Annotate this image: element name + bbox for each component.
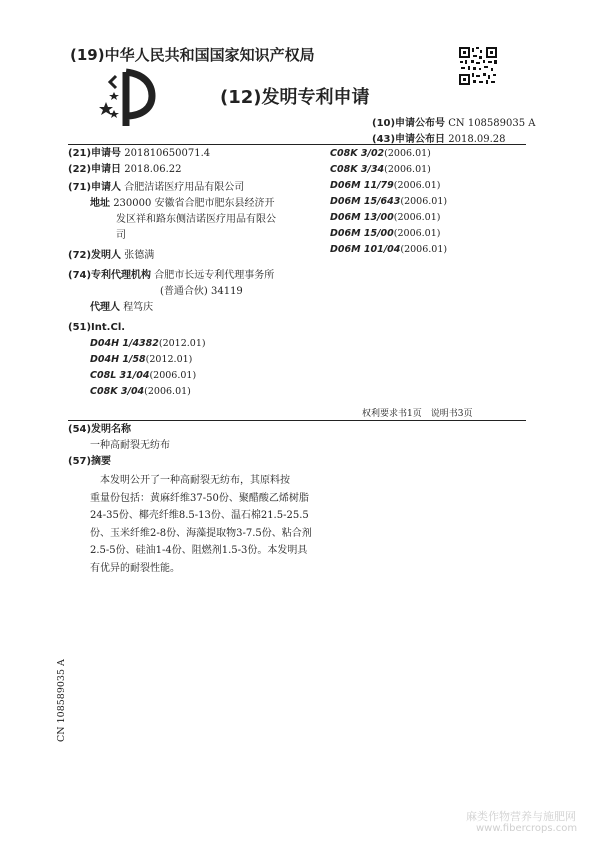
mid-divider [68, 420, 526, 421]
int-cl-item: C08K 3/04(2006.01) [90, 386, 191, 397]
qr-code [458, 46, 498, 86]
abstract-line: 重量份包括：黄麻纤维37-50份、聚醋酸乙烯树脂 [90, 492, 309, 504]
abstract-line: 本发明公开了一种高耐裂无纺布，其原料按 [90, 475, 290, 486]
ipc-item: D06M 15/643(2006.01) [330, 196, 448, 207]
address-line-3: 司 [116, 230, 126, 241]
abstract-line: 有优异的耐裂性能。 [90, 562, 180, 574]
ipc-right-list [330, 146, 447, 258]
int-cl-item: D04H 1/58(2012.01) [90, 354, 193, 365]
application-number: (21)申请号 201810650071.4 [68, 148, 211, 159]
publication-date-value: 2018.09.28 [448, 134, 506, 145]
invention-title [68, 422, 170, 470]
watermark-line-1: 麻类作物营养与施肥网 [466, 810, 576, 823]
side-publication-number: CN 108589035 A [56, 659, 67, 742]
publication-date [372, 130, 506, 145]
int-cl-list [68, 336, 318, 400]
publication-date-label: (43)申请公布日 [372, 134, 446, 145]
document-kind: (12)发明专利申请 [220, 87, 370, 108]
applicant: (71)申请人 合肥洁诺医疗用品有限公司 [68, 182, 245, 193]
ipc-item: D06M 11/79(2006.01) [330, 180, 441, 191]
publication-number-value: CN 108589035 A [448, 118, 536, 129]
address: 地址 230000 安徽省合肥市肥东县经济开 发区祥和路东侧洁诺医疗用品有限公 司 [68, 196, 318, 244]
ipc-item: C08K 3/02(2006.01) [330, 148, 431, 159]
application-date: (22)申请日 2018.06.22 [68, 164, 182, 175]
int-cl-item: D04H 1/4382(2012.01) [90, 338, 206, 349]
cnipa-emblem [96, 68, 158, 130]
pages-note: 权利要求书1页 说明书3页 [362, 409, 473, 419]
abstract-line: 2.5-5份、硅油1-4份、阻燃剂1.5-3份。本发明具 [90, 545, 308, 556]
agency-name: (19)中华人民共和国国家知识产权局 [70, 46, 315, 64]
inventor: (72)发明人 张德满 [68, 250, 155, 261]
patent-agency: (74)专利代理机构 合肥市长远专利代理事务所 (普通合伙) 34119 [68, 268, 318, 300]
header-divider [68, 144, 526, 145]
publication-number-label: (10)申请公布号 [372, 118, 446, 129]
abstract-line: 份、玉米纤维2-8份、海藻提取物3-7.5份、粘合剂 [90, 527, 312, 539]
publication-number [372, 114, 536, 129]
invention-title-label: (54)发明名称 [68, 424, 132, 435]
ipc-item: C08K 3/34(2006.01) [330, 164, 431, 175]
ipc-item: D06M 15/00(2006.01) [330, 228, 441, 239]
int-cl-label: (51)Int.Cl. [68, 322, 126, 333]
ipc-item: D06M 13/00(2006.01) [330, 212, 441, 223]
address-line-2: 发区祥和路东侧洁诺医疗用品有限公 [116, 214, 276, 225]
ipc-item: D06M 101/04(2006.01) [330, 244, 448, 255]
invention-title-value: 一种高耐裂无纺布 [90, 440, 170, 451]
abstract-text [90, 472, 315, 577]
patent-agency-line-2: (普通合伙) 34119 [160, 286, 243, 297]
abstract-line: 24-35份、椰壳纤维8.5-13份、温石棉21.5-25.5 [90, 510, 309, 521]
agent: 代理人 程笃庆 [90, 302, 154, 313]
int-cl-item: C08L 31/04(2006.01) [90, 370, 197, 381]
bibliographic-left [68, 146, 318, 400]
watermark-line-2: www.fibercrops.com [476, 823, 578, 834]
abstract-label: (57)摘要 [68, 456, 112, 467]
